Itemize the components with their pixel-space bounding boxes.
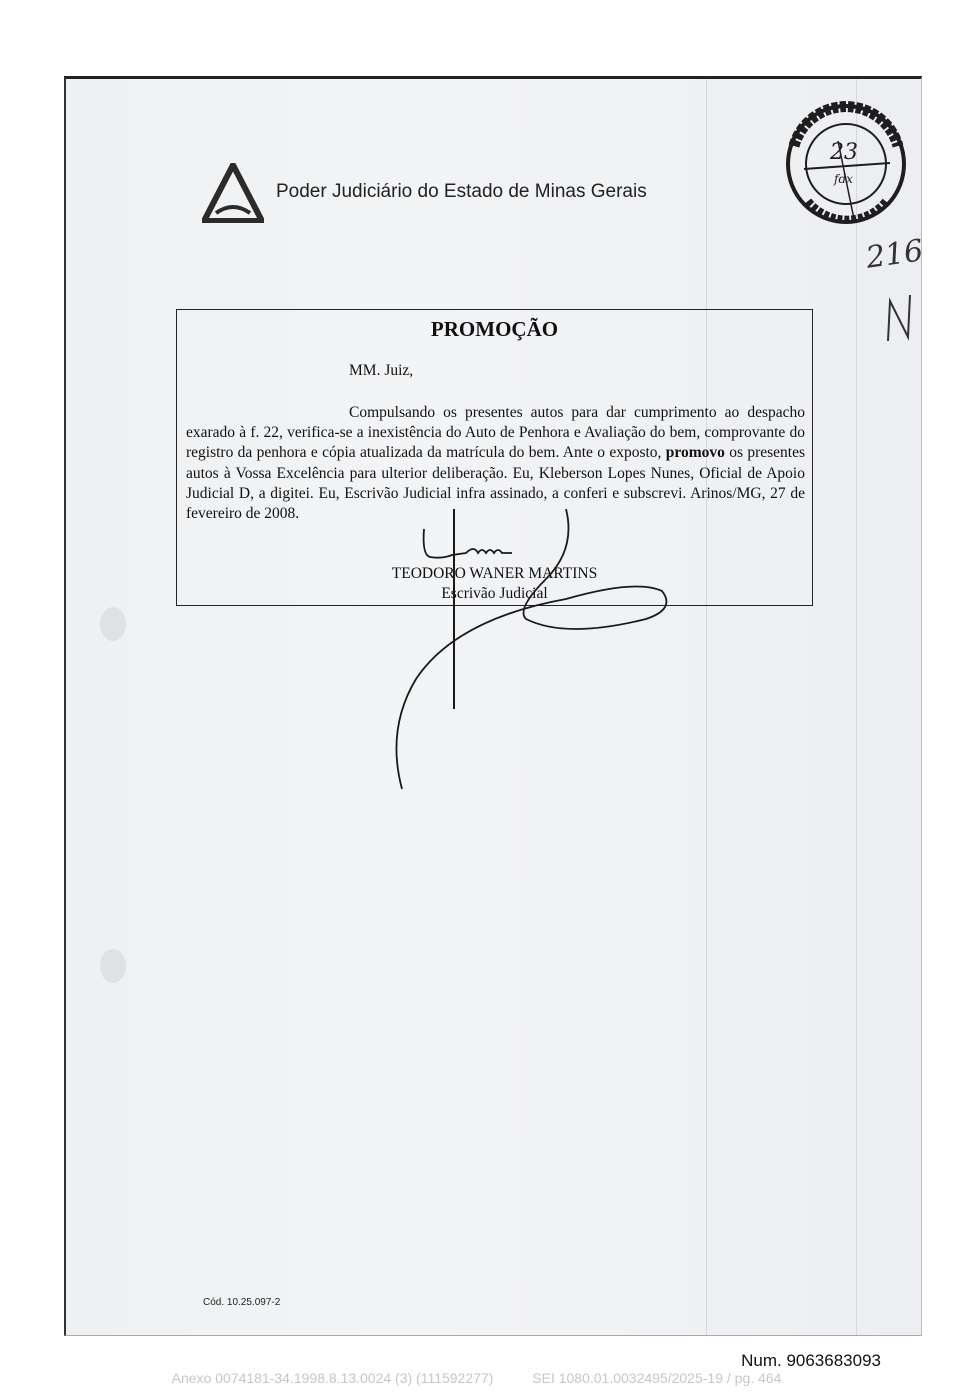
footer-reference: Anexo 0074181-34.1998.8.13.0024 (3) (111592277) SEI 1080.01.0032495/2025-19 / pg. 464 xyxy=(171,1370,782,1386)
court-seal-stamp-icon xyxy=(778,101,914,227)
handwritten-signature-icon xyxy=(366,509,686,799)
paper-fold-line xyxy=(856,79,857,1335)
punch-hole xyxy=(100,607,126,641)
signatory-name: TEODORO WANER MARTINS xyxy=(391,565,598,582)
document-number: Num. 9063683093 xyxy=(741,1351,881,1370)
institution-header: Poder Judiciário do Estado de Minas Gerais xyxy=(276,181,647,202)
scanned-page xyxy=(64,76,926,1336)
body-paragraph xyxy=(186,403,805,524)
body-text-end: os presentes autos à Vossa Excelência para ulterior deliberação. Eu, Kleberson Lopes Nunes, Oficial de Apoio Judicial D, a digitei. Eu, Escrivão Judicial infra assinado, a conferi e subscrevi. Arinos/MG, 27 de fevereiro de 2008. xyxy=(186,444,805,523)
salutation: MM. Juiz, xyxy=(349,362,414,379)
body-text-start: Compulsando os presentes autos para dar cumprimento ao despacho exarado à f. 22, verifica-se a inexistência do Auto de Penhora e Avaliação do bem, comprovante do registro da penhora e cópia atualizada da matrícula do bem. Ante o exposto, xyxy=(186,404,805,462)
signatory-role: Escrivão Judicial xyxy=(441,585,548,602)
stamp-handwritten-initials: fdx xyxy=(834,172,853,186)
body-text-bold: promovo xyxy=(665,444,725,462)
punch-hole xyxy=(100,949,126,983)
document-title: PROMOÇÃO xyxy=(430,317,559,341)
paper-fold-line xyxy=(706,79,707,1335)
handwritten-page-number: 216 xyxy=(863,233,926,276)
judiciary-triangle-logo-icon xyxy=(202,163,264,223)
form-code: Cód. 10.25.097-2 xyxy=(203,1297,281,1308)
stamp-handwritten-number: 23 xyxy=(830,140,858,165)
handwritten-check-mark-icon xyxy=(884,293,914,343)
